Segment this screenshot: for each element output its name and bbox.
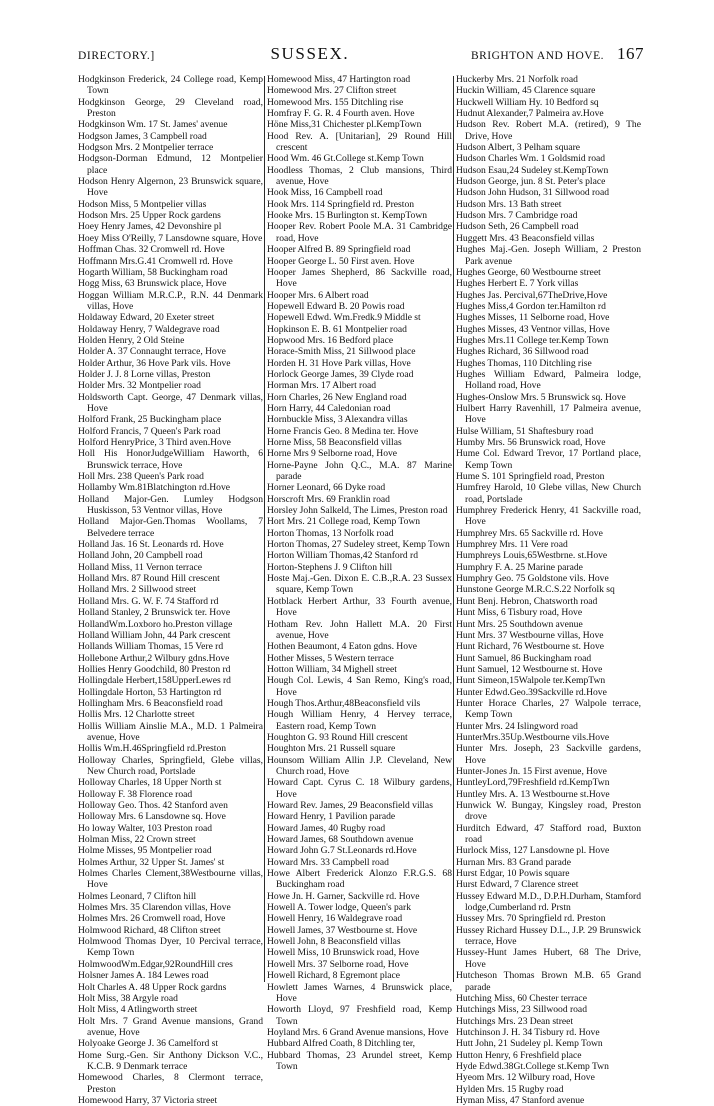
- directory-entry: Humphrey Frederick Henry, 41 Sackville road, Hove: [456, 505, 641, 528]
- directory-entry: Hodgson-Dorman Edmund, 12 Montpelier place: [78, 153, 263, 176]
- directory-entry: Howe Albert Frederick Alonzo F.R.G.S. 68 Buckingham road: [267, 868, 452, 891]
- directory-entry: Holloway Charles, 18 Upper North st: [78, 777, 222, 789]
- directory-entry: Hussey-Hunt James Hubert, 68 The Drive, Hove: [456, 947, 641, 970]
- directory-entry: Horton Thomas, 27 Sudeley street, Kemp Town: [267, 539, 450, 551]
- directory-entry: Howell Mrs. 37 Selborne road, Hove: [267, 958, 409, 970]
- directory-entry: Hunter Horace Charles, 27 Walpole terrace, Kemp Town: [456, 697, 641, 721]
- directory-entry: Huckerby Mrs. 21 Norfolk road: [456, 74, 578, 85]
- running-head-chapter: BRIGHTON AND HOVE.: [470, 50, 604, 62]
- directory-entry: Hopewell Edwd. Wm.Fredk.9 Middle st: [267, 312, 421, 324]
- directory-entry: Hudson Charles Wm. 1 Goldsmid road: [456, 153, 606, 165]
- directory-entry: Hough William Henry, 4 Hervey terrace, Eastern road, Kemp Town: [267, 709, 452, 732]
- directory-entry: HunterMrs.35Up.Westbourne vils.Hove: [456, 731, 610, 743]
- directory-column-3: [456, 74, 641, 1106]
- directory-entry: Hollingham Mrs. 6 Beaconsfield road: [78, 697, 223, 709]
- directory-entry: Holmes Mrs. 35 Clarendon villas, Hove: [78, 902, 231, 914]
- directory-entry: Hussey Mrs. 70 Springfield rd. Preston: [456, 913, 606, 925]
- directory-entry: Horsley John Salkeld, The Limes, Preston road: [267, 505, 448, 517]
- directory-entry: Horne Mrs 9 Selborne road, Hove: [267, 448, 398, 460]
- directory-entry: Humphrey Mrs. 11 Vere road: [456, 539, 568, 551]
- directory-entry: Holder Arthur, 36 Hove Park vils. Hove: [78, 357, 231, 369]
- directory-entry: Humphreys Louis,65Westbrne. st.Hove: [456, 550, 608, 562]
- directory-entry: Horlock George James, 39 Clyde road: [267, 368, 414, 380]
- directory-entry: Howard Mrs. 33 Campbell road: [267, 856, 389, 868]
- directory-entry: Hulbert Harry Ravenhill, 17 Palmeira avenue, Hove: [456, 402, 641, 426]
- directory-entry: Hoffmann Mrs.G.41 Cromwell rd. Hove: [78, 255, 233, 267]
- directory-entry: Horman Mrs. 17 Albert road: [267, 380, 377, 392]
- directory-entry: Hunt Samuel, 86 Buckingham road: [456, 652, 592, 664]
- directory-entry: Horner Leonard, 66 Dyke road: [267, 482, 386, 494]
- directory-entry: Hunter-Jones Jn. 15 First avenue, Hove: [456, 765, 607, 777]
- directory-entry: Howlett James Warnes, 4 Brunswick place, Hove: [267, 981, 452, 1004]
- directory-entry: Holloway Mrs. 6 Lansdowne sq. Hove: [78, 811, 226, 823]
- directory-entry: Howard Rev. James, 29 Beaconsfield villas: [267, 800, 433, 811]
- directory-entry: Hodgkinson Wm. 17 St. James' avenue: [78, 119, 228, 131]
- directory-entry: Holdaway Henry, 7 Waldegrave road: [78, 323, 220, 335]
- directory-entry: Hunt Mrs. 25 Southdown avenue: [456, 618, 583, 630]
- directory-entry: Howard Capt. Cyrus C. 18 Wilbury gardens, Hove: [267, 777, 452, 800]
- directory-entry: Hoey Henry James, 42 Devonshire pl: [78, 221, 222, 233]
- directory-entry: Holden Henry, 2 Old Steine: [78, 334, 185, 346]
- directory-entry: Hooke Mrs. 15 Burlington st. KempTown: [267, 210, 428, 222]
- directory-entry: Homewood Mrs. 27 Clifton street: [267, 85, 397, 97]
- directory-entry: Hume S. 101 Springfield road, Preston: [456, 471, 605, 483]
- directory-column-1: [78, 74, 263, 1106]
- directory-entry: Hunter Mrs. 24 Islingword road: [456, 720, 578, 732]
- directory-entry: Holt Mrs. 7 Grand Avenue mansions, Grand avenue, Hove: [78, 1015, 263, 1038]
- directory-entry: Homewood Harry, 37 Victoria street: [78, 1094, 218, 1106]
- directory-entry: Ho loway Walter, 103 Preston road: [78, 822, 213, 834]
- directory-entry: Hurlock Miss, 127 Lansdowne pl. Hove: [456, 845, 610, 857]
- directory-entry: Hollis Wm.H.46Springfield rd.Preston: [78, 743, 227, 755]
- directory-entry: Holl Mrs. 238 Queen's Park road: [78, 471, 204, 483]
- directory-entry: Hyde Edwd.38Gt.College st.Kemp Twn: [456, 1060, 609, 1072]
- directory-entry: Hunter Edwd.Geo.39Sackville rd.Hove: [456, 686, 607, 698]
- directory-entry: Hodgkinson George, 29 Cleveland road, Preston: [78, 96, 263, 120]
- directory-entry: Hotton William, 34 Mighell street: [267, 663, 397, 675]
- directory-entry: Hodgson Mrs. 2 Montpelier terrace: [78, 142, 214, 154]
- directory-entry: Hughes-Onslow Mrs. 5 Brunswick sq. Hove: [456, 391, 626, 403]
- directory-entry: Howard James, 68 Southdown avenue: [267, 834, 414, 846]
- directory-entry: Holland John, 20 Campbell road: [78, 550, 203, 562]
- directory-entry: Hooper Rev. Robert Poole M.A. 31 Cambridge road, Hove: [267, 221, 452, 244]
- directory-entry: Houghton Mrs. 21 Russell square: [267, 743, 396, 755]
- directory-entry: Holland Mrs. 87 Round Hill crescent: [78, 573, 220, 585]
- directory-entry: Hollingdale Herbert,158UpperLewes rd: [78, 675, 231, 687]
- directory-entry: Holloway F. 38 Florence road: [78, 788, 193, 800]
- directory-entry: Hurst Edgar, 10 Powis square: [456, 868, 570, 880]
- directory-entry: Hoffman Chas. 32 Cromwell rd. Hove: [78, 244, 225, 256]
- directory-entry: Holland Jas. 16 St. Leonards rd. Hove: [78, 539, 224, 551]
- directory-entry: Howell James, 37 Westbourne st. Hove: [267, 924, 418, 936]
- directory-entry: Hudson Albert, 3 Pelham square: [456, 142, 581, 154]
- directory-entry: Horden H. 31 Hove Park villas, Hove: [267, 357, 411, 369]
- directory-entry: Hood Wm. 46 Gt.College st.Kemp Town: [267, 153, 424, 165]
- directory-entry: Humphry F. A. 25 Marine parade: [456, 561, 583, 573]
- directory-entry: Hunt Miss, 6 Tisbury road, Hove: [456, 607, 583, 619]
- directory-entry: Horne Francis Geo. 8 Medina ter. Hove: [267, 425, 419, 437]
- directory-entry: Howell Henry, 16 Waldegrave road: [267, 913, 403, 925]
- directory-entry: Humfrey Harold, 10 Glebe villas, New Church road, Portslade: [456, 482, 641, 505]
- directory-entry: Hodson Henry Algernon, 23 Brunswick square, Hove: [78, 176, 263, 199]
- directory-entry: Hunt Samuel, 12 Westbourne st. Hove: [456, 663, 603, 675]
- directory-entry: Hough Col. Lewis, 4 San Remo, King's road, Hove: [267, 675, 452, 698]
- directory-entry: Hyeom Mrs. 12 Wilbury road, Hove: [456, 1072, 595, 1084]
- directory-entry: Höne Miss,31 Chichester pl.KempTown: [267, 119, 422, 131]
- directory-entry: Hussey Edward M.D., D.P.H.Durham, Stamford lodge,Cumberland rd. Prstn: [456, 890, 641, 914]
- directory-entry: Hogarth William, 58 Buckingham road: [78, 266, 228, 278]
- directory-entry: Hughes Thomas, 110 Ditchling rise: [456, 357, 592, 369]
- directory-entry: Hoste Maj.-Gen. Dixon E. C.B.,R.A. 23 Sussex square, Kemp Town: [267, 573, 452, 596]
- directory-entry: Homewood Charles, 8 Clermont terrace, Preston: [78, 1072, 263, 1095]
- directory-entry: Hooper Mrs. 6 Albert road: [267, 289, 369, 301]
- directory-entry: Horscroft Mrs. 69 Franklin road: [267, 493, 390, 505]
- directory-entry: Humby Mrs. 56 Brunswick road, Hove: [456, 437, 606, 448]
- directory-entry: Hogg Miss, 63 Brunswick place, Hove: [78, 278, 227, 290]
- directory-entry: Hopewell Edward B. 20 Powis road: [267, 300, 405, 312]
- directory-entry: Hook Miss, 16 Campbell road: [267, 187, 383, 199]
- directory-columns: [78, 74, 644, 1106]
- directory-entry: Hunt Benj. Hebron, Chatsworth road: [456, 595, 598, 607]
- directory-entry: Hodson Mrs. 25 Upper Rock gardens: [78, 210, 221, 222]
- directory-entry: Holmes Arthur, 32 Upper St. James' st: [78, 856, 225, 868]
- directory-entry: Holmwood Thomas Dyer, 10 Percival terrace, Kemp Town: [78, 936, 263, 959]
- directory-entry: Hutchings Miss, 23 Sillwood road: [456, 1004, 587, 1016]
- directory-entry: Holland Major-Gen. Lumley Hodgson Huskisson, 53 Ventnor villas, Hove: [78, 493, 263, 517]
- running-head-county: SUSSEX.: [270, 44, 350, 63]
- directory-entry: Hutt John, 21 Sudeley pl. Kemp Town: [456, 1038, 603, 1050]
- directory-entry: Houghton G. 93 Round Hill crescent: [267, 731, 408, 743]
- directory-entry: Hughes Herbert E. 7 York villas: [456, 278, 579, 290]
- directory-entry: Hylden Mrs. 15 Rugby road: [456, 1083, 564, 1095]
- directory-entry: Home Surg.-Gen. Sir Anthony Dickson V.C., K.C.B. 9 Denmark terrace: [78, 1049, 263, 1072]
- directory-entry: Horn Charles, 26 New England road: [267, 391, 407, 403]
- directory-entry: Hudson Mrs. 7 Cambridge road: [456, 210, 578, 222]
- directory-entry: Hudnut Alexander,7 Palmeira av.Hove: [456, 108, 604, 120]
- directory-entry: Holt Miss, 38 Argyle road: [78, 992, 178, 1004]
- running-head-left: DIRECTORY.]: [78, 50, 155, 62]
- directory-entry: Holyoake George J. 36 Camelford st: [78, 1038, 219, 1050]
- directory-entry: Hothen Beaumont, 4 Eaton gdns. Hove: [267, 641, 418, 653]
- directory-entry: Hughes Mrs.11 College ter.Kemp Town: [456, 334, 609, 346]
- directory-entry: Horn Harry, 44 Caledonian road: [267, 402, 391, 414]
- directory-entry: Holl His HonorJudgeWilliam Haworth, 6 Brunswick terrace, Hove: [78, 448, 263, 471]
- directory-entry: Huckin William, 45 Clarence square: [456, 85, 596, 97]
- directory-entry: Hudson Rev. Robert M.A. (retired), 9 The Drive, Hove: [456, 119, 641, 142]
- directory-entry: Hopwood Mrs. 16 Bedford place: [267, 334, 394, 346]
- directory-entry: Holt Miss, 4 Atlingworth street: [78, 1004, 198, 1016]
- directory-entry: Hooper James Shepherd, 86 Sackville road, Hove: [267, 266, 452, 290]
- directory-entry: Hulse William, 51 Shaftesbury road: [456, 425, 594, 437]
- directory-entry: Homewood Mrs. 155 Ditchling rise: [267, 96, 404, 108]
- directory-entry: Homfray F. G. R. 4 Fourth aven. Hove: [267, 108, 415, 120]
- directory-entry: Hollingdale Horton, 53 Hartington rd: [78, 686, 222, 698]
- directory-entry: Howe Jn. H. Garner, Sackville rd. Hove: [267, 890, 420, 902]
- directory-entry: Hubbard Alfred Coath, 8 Ditchling ter,: [267, 1038, 416, 1050]
- directory-entry: Holloway Geo. Thos. 42 Stanford aven: [78, 800, 228, 811]
- directory-entry: Hughes Richard, 36 Sillwood road: [456, 346, 589, 358]
- directory-entry: Hunt Simeon,15Walpole ter.KempTwn: [456, 675, 606, 687]
- directory-entry: Hotblack Herbert Arthur, 33 Fourth avenue, Hove: [267, 595, 452, 619]
- directory-entry: Hunt Richard, 76 Westbourne st. Hove: [456, 641, 605, 653]
- directory-entry: Holland Major-Gen.Thomas Woollams, 7 Belvedere terrace: [78, 516, 263, 539]
- directory-entry: Hurditch Edward, 47 Stafford road, Buxton road: [456, 822, 641, 846]
- directory-entry: Horne Miss, 58 Beaconsfield villas: [267, 437, 402, 448]
- directory-entry: Hughes Misses, 43 Ventnor villas, Hove: [456, 323, 610, 335]
- directory-entry: Hollies Henry Goodchild, 80 Preston rd: [78, 663, 231, 675]
- directory-entry: Hood Rev. A. [Unitarian], 29 Round Hill crescent: [267, 130, 452, 154]
- directory-entry: Holland Mrs. G. W. F. 74 Stafford rd: [78, 595, 219, 607]
- directory-entry: Hook Mrs. 114 Springfield rd. Preston: [267, 198, 415, 210]
- directory-entry: Holford Francis, 7 Queen's Park road: [78, 425, 221, 437]
- column-divider-2: [452, 74, 456, 1004]
- directory-entry: Huntley Mrs. A. 13 Westbourne st.Hove: [456, 788, 610, 800]
- directory-entry: Hodgkinson Frederick, 24 College road, Kemp Town: [78, 74, 263, 97]
- directory-entry: Hornbuckle Miss, 3 Alexandra villas: [267, 414, 408, 426]
- directory-entry: Hudson George, jun. 8 St. Peter's place: [456, 176, 606, 188]
- page-number: 167: [617, 44, 644, 63]
- directory-entry: Howard Henry, 1 Pavilion parade: [267, 811, 396, 823]
- directory-entry: Holmes Leonard, 7 Clifton hill: [78, 890, 197, 902]
- directory-entry: Hudson Seth, 26 Campbell road: [456, 221, 579, 233]
- directory-entry: Hughes Miss,4 Gordon ter.Hamilton rd: [456, 300, 606, 312]
- directory-entry: Hoodless Thomas, 2 Club mansions, Third avenue, Hove: [267, 164, 452, 188]
- directory-entry: Hodgson James, 3 Campbell road: [78, 130, 207, 142]
- running-head: [78, 44, 644, 68]
- directory-entry: Hollands William Thomas, 15 Vere rd: [78, 641, 224, 653]
- directory-entry: Horace-Smith Miss, 21 Sillwood place: [267, 346, 416, 358]
- directory-entry: Hoey Miss O'Reilly, 7 Lansdowne square, Hove: [78, 232, 263, 244]
- directory-entry: Holford HenryPrice, 3 Third aven.Hove: [78, 437, 231, 448]
- directory-entry: Hurnan Mrs. 83 Grand parade: [456, 856, 571, 868]
- directory-entry: Hutcheson Thomas Brown M.B. 65 Grand parade: [456, 970, 641, 993]
- directory-entry: Hudson John Hudson, 31 Sillwood road: [456, 187, 610, 199]
- directory-entry: Howard James, 40 Rugby road: [267, 822, 386, 834]
- directory-entry: Holdaway Edward, 20 Exeter street: [78, 312, 215, 324]
- directory-entry: Hough Thos.Arthur,48Beaconsfield vils: [267, 697, 421, 709]
- directory-entry: Hussey Richard Hussey D.L., J.P. 29 Brunswick terrace, Hove: [456, 924, 641, 948]
- directory-entry: Horne-Payne John Q.C., M.A. 87 Marine parade: [267, 459, 452, 483]
- directory-entry: Hort Mrs. 21 College road, Kemp Town: [267, 516, 421, 528]
- directory-entry: Hughes Jas. Percival,67TheDrive,Hove: [456, 289, 608, 301]
- directory-entry: Holder A. 37 Connaught terrace, Hove: [78, 346, 226, 358]
- directory-entry: Holder J. J. 8 Lorne villas, Preston: [78, 368, 211, 380]
- directory-entry: Huckwell William Hy. 10 Bedford sq: [456, 96, 599, 108]
- directory-entry: Hollis Mrs. 12 Charlotte street: [78, 709, 195, 721]
- directory-entry: Howell A. Tower lodge, Queen's park: [267, 902, 411, 914]
- directory-entry: Howell Miss, 10 Brunswick road, Hove: [267, 947, 420, 959]
- directory-entry: Holder Mrs. 32 Montpelier road: [78, 380, 201, 392]
- directory-entry: Hutchinson J. H. 34 Tisbury rd. Hove: [456, 1026, 600, 1038]
- directory-entry: Hother Misses, 5 Western terrace: [267, 652, 394, 664]
- directory-entry: Howard John G.7 St.Leonards rd.Hove: [267, 845, 417, 857]
- directory-entry: Holdsworth Capt. George, 47 Denmark villas, Hove: [78, 391, 263, 414]
- directory-entry: Hughes Misses, 11 Selborne road, Hove: [456, 312, 610, 324]
- directory-entry: Horton-Stephens J. 9 Clifton hill: [267, 561, 393, 573]
- directory-entry: Hunstone George M.R.C.S.22 Norfolk sq: [456, 584, 615, 596]
- directory-entry: HolmwoodWm.Edgar,92RoundHill cres: [78, 958, 233, 970]
- directory-entry: Homewood Miss, 47 Hartington road: [267, 74, 411, 85]
- directory-entry: Hooper Alfred B. 89 Springfield road: [267, 244, 411, 256]
- directory-entry: Hunter Mrs. Joseph, 23 Sackville gardens, Hove: [456, 743, 641, 766]
- directory-entry: Hounsom William Allin J.P. Cleveland, New Church road, Hove: [267, 754, 452, 777]
- directory-entry: Holmwood Richard, 48 Clifton street: [78, 924, 221, 936]
- directory-entry: Holman Miss, 22 Crown street: [78, 834, 196, 846]
- directory-entry: Hyman Miss, 47 Stanford avenue: [456, 1094, 585, 1106]
- running-head-right: [471, 44, 644, 64]
- directory-entry: Hurst Edward, 7 Clarence street: [456, 879, 579, 891]
- directory-entry: Hunt Mrs. 37 Westbourne villas, Hove: [456, 629, 604, 641]
- directory-entry: HollandWm.Loxboro ho.Preston village: [78, 618, 233, 630]
- directory-entry: Hudson Mrs. 13 Bath street: [456, 198, 562, 210]
- directory-entry: HuntleyLord,79Freshfield rd.KempTwn: [456, 777, 610, 789]
- directory-entry: Hollamby Wm.81Blatchington rd.Hove: [78, 482, 231, 494]
- directory-entry: Hume Col. Edward Trevor, 17 Portland place, Kemp Town: [456, 448, 641, 471]
- directory-entry: Hughes William Edward, Palmeira lodge, Holland road, Hove: [456, 368, 641, 392]
- directory-entry: Holland Miss, 11 Vernon terrace: [78, 561, 203, 573]
- directory-entry: Horton William Thomas,42 Stanford rd: [267, 550, 419, 562]
- directory-entry: Hudson Esau,24 Sudeley st.KempTown: [456, 164, 609, 176]
- column-rule: [264, 76, 265, 982]
- directory-entry: Hollebone Arthur,2 Wilbury gdns.Hove: [78, 652, 230, 664]
- directory-entry: Huggett Mrs. 43 Beaconsfield villas: [456, 232, 595, 244]
- directory-entry: Hotham Rev. John Hallett M.A. 20 First avenue, Hove: [267, 618, 452, 641]
- directory-entry: Hoyland Mrs. 6 Grand Avenue mansions, Hove: [267, 1026, 449, 1038]
- directory-entry: Holme Misses, 95 Montpelier road: [78, 845, 212, 857]
- directory-entry: Holford Frank, 25 Buckingham place: [78, 414, 222, 426]
- directory-entry: Holmes Charles Clement,38Westbourne villas, Hove: [78, 868, 263, 891]
- directory-entry: Holland Mrs. 2 Sillwood street: [78, 584, 197, 596]
- directory-entry: Holland Stanley, 2 Brunswick ter. Hove: [78, 607, 231, 619]
- directory-entry: Hollis William Ainslie M.A., M.D. 1 Palmeira avenue, Hove: [78, 720, 263, 743]
- directory-column-2: [267, 74, 452, 1072]
- directory-entry: Hutching Miss, 60 Chester terrace: [456, 992, 587, 1004]
- directory-entry: Howell Richard, 8 Egremont place: [267, 970, 401, 982]
- directory-entry: Humphrey Mrs. 65 Sackville rd. Hove: [456, 527, 603, 539]
- directory-entry: Hubbard Thomas, 23 Arundel street, Kemp Town: [267, 1049, 452, 1072]
- directory-entry: Holsner James A. 184 Lewes road: [78, 970, 209, 982]
- directory-entry: Hodson Miss, 5 Montpelier villas: [78, 198, 207, 210]
- directory-entry: Hutton Henry, 6 Freshfield place: [456, 1049, 582, 1061]
- directory-entry: Hughes George, 60 Westbourne street: [456, 266, 601, 278]
- directory-entry: Holloway Charles, Springfield, Glebe villas, New Church road, Portslade: [78, 754, 263, 777]
- directory-entry: Howell John, 8 Beaconsfield villas: [267, 936, 401, 948]
- directory-entry: Hoggan William M.R.C.P., R.N. 44 Denmark villas, Hove: [78, 289, 263, 312]
- column-divider-1: [263, 74, 267, 1004]
- directory-entry: Hopkinson E. B. 61 Montpelier road: [267, 323, 407, 335]
- directory-entry: Howorth Lloyd, 97 Freshfield road, Kemp Town: [267, 1004, 452, 1027]
- directory-entry: Hughes Maj.-Gen. Joseph William, 2 Preston Park avenue: [456, 244, 641, 267]
- directory-entry: Horton Thomas, 13 Norfolk road: [267, 527, 394, 539]
- directory-entry: Holland William John, 44 Park crescent: [78, 629, 231, 641]
- directory-entry: Hooper George L. 50 First aven. Hove: [267, 255, 415, 267]
- column-rule: [453, 76, 454, 982]
- directory-entry: Hunwick W. Bungay, Kingsley road, Preston drove: [456, 800, 641, 823]
- directory-entry: Hutchings Mrs. 23 Dean street: [456, 1015, 574, 1027]
- directory-entry: Holmes Mrs. 26 Cromwell road, Hove: [78, 913, 226, 925]
- directory-entry: Holt Charles A. 48 Upper Rock gardns: [78, 981, 227, 993]
- directory-entry: Humphry Geo. 75 Goldstone vils. Hove: [456, 573, 609, 585]
